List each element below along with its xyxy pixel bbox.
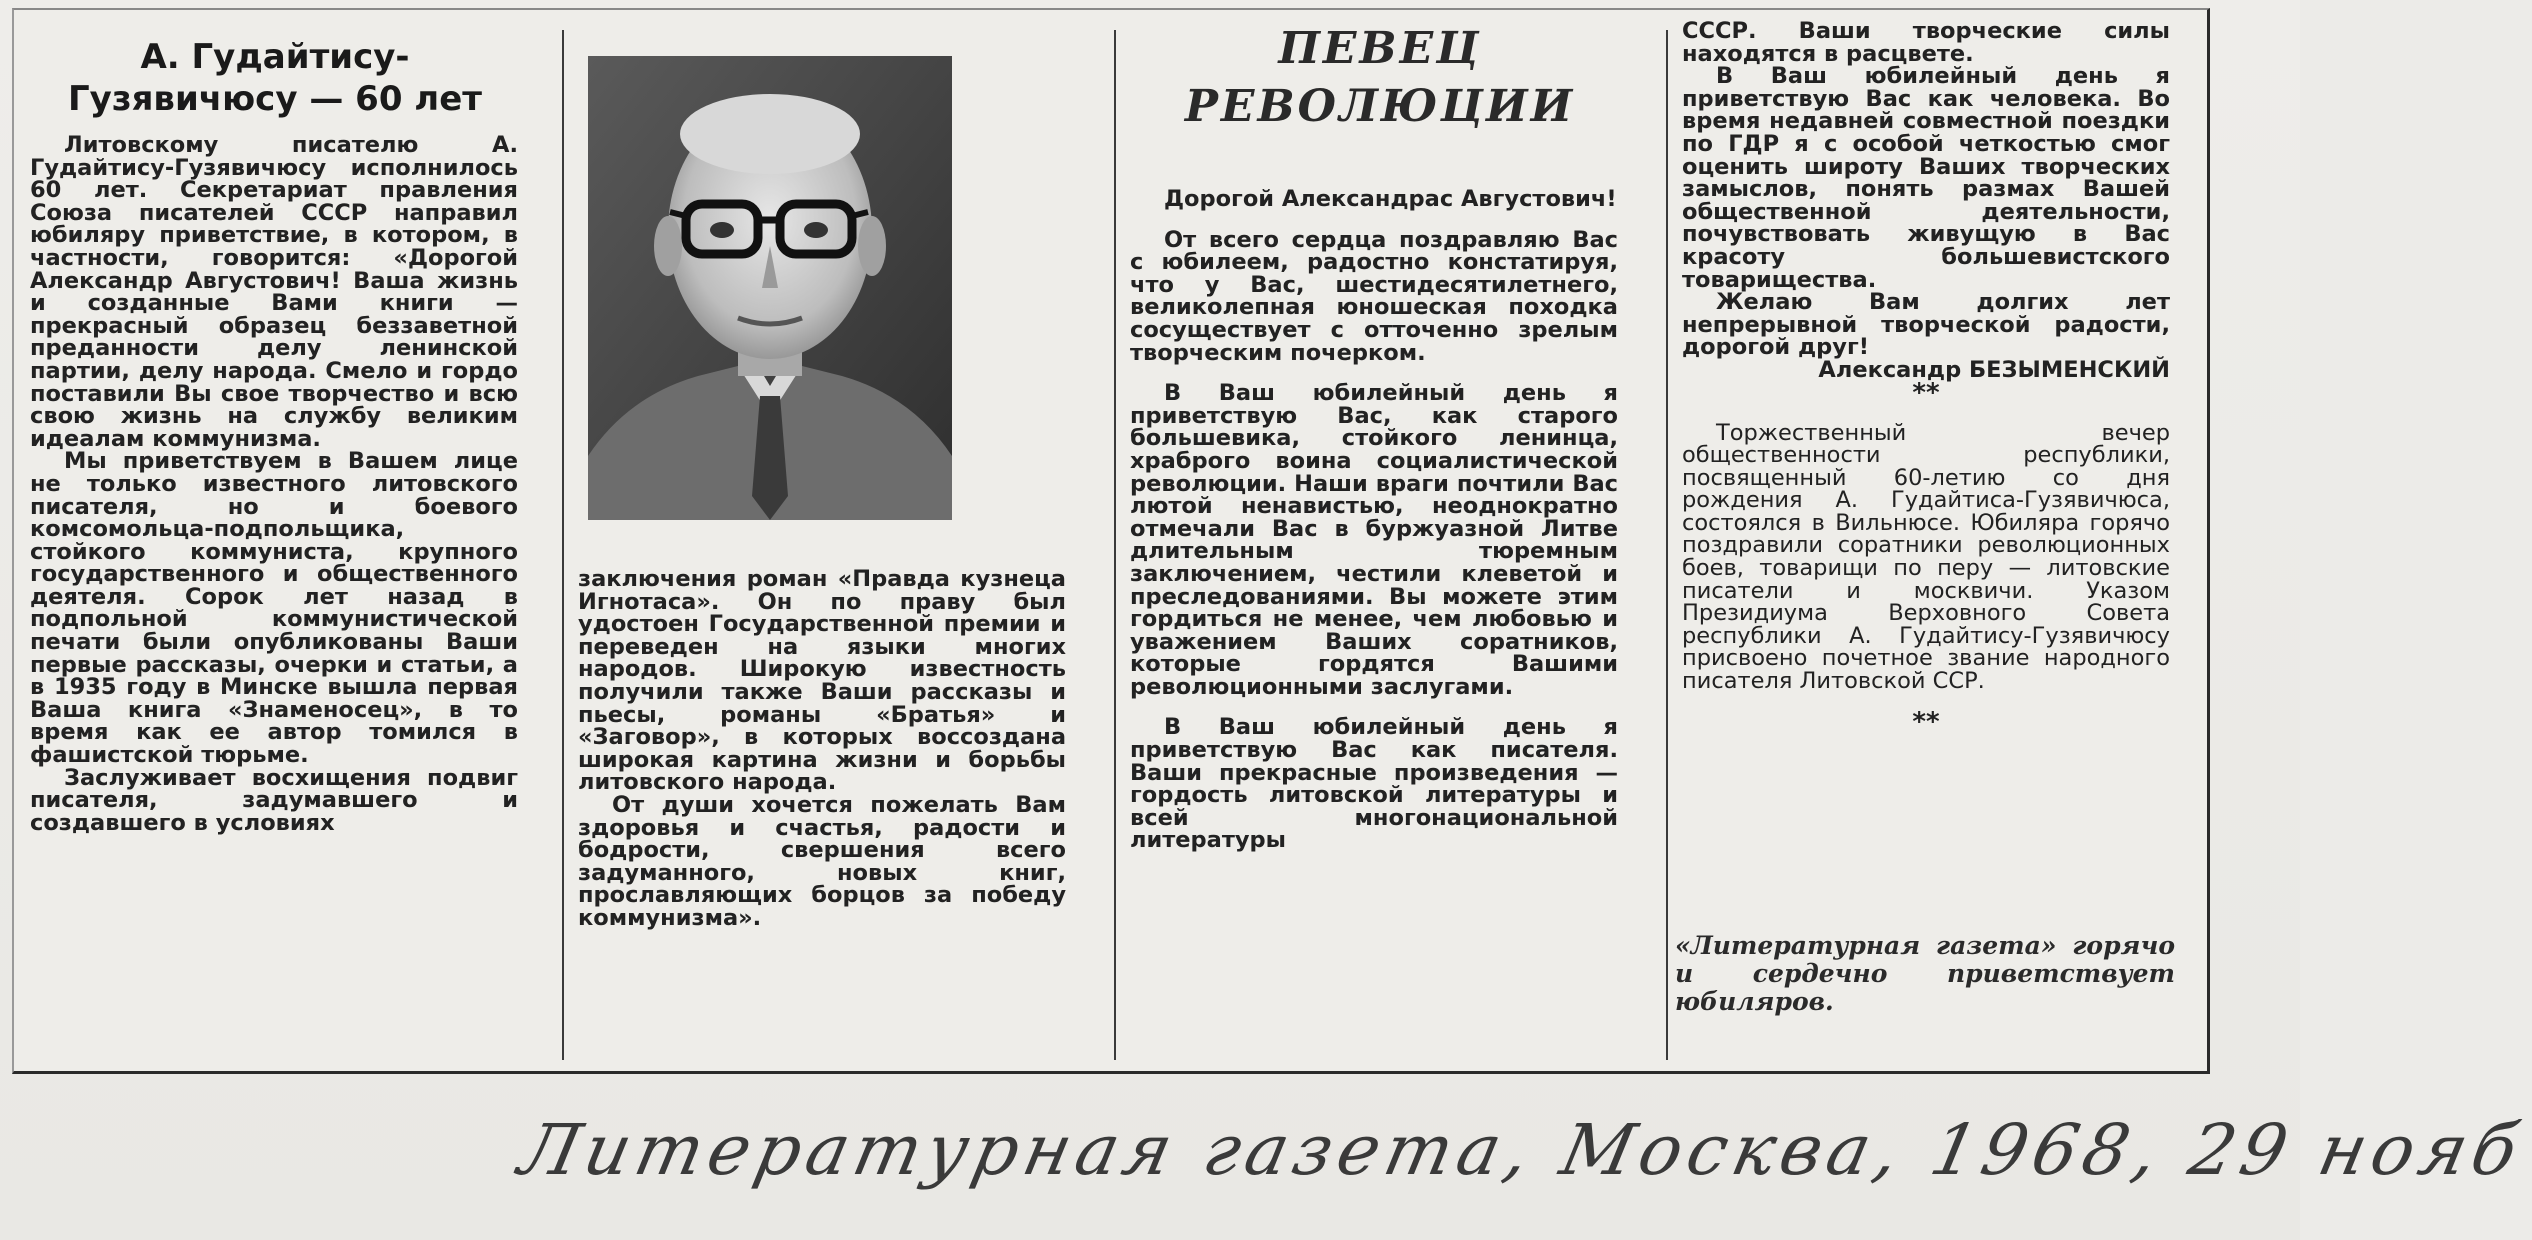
article1-title-line2: Гузявичюсу — 60 лет: [68, 79, 482, 119]
article2-title-line2: РЕВОЛЮЦИИ: [1184, 81, 1576, 132]
article2-paragraph: СССР. Ваши творческие силы находятся в расцвете.: [1682, 18, 2170, 67]
article2-salutation: Дорогой Александрас Августович!: [1164, 186, 1617, 212]
article1-headline: [40, 36, 510, 120]
article2-column: [1130, 188, 1618, 852]
separator-stars: **: [1912, 377, 1940, 408]
article2-paragraph: Желаю Вам долгих лет непрерывной творческой радости, дорогой друг!: [1682, 289, 2170, 361]
article3-paragraph: Торжественный вечер общественности республики, посвященный 60-летию со дня рождения А. Гудайтиса-Гузявичюса, состоялся в Вильнюсе. Юбиляра горячо поздравили соратники революционных боев, товарищи по перу — литовские писатели и москвичи. Указом Президиума Верховного Совета республики А. Гудайтису-Гузявичюсу присвоено почетное звание народного писателя Литовской ССР.: [1682, 419, 2170, 695]
closing-greeting: «Литературная газета» горячо и сердечно приветствует юбиляров.: [1675, 931, 2175, 1016]
author-portrait-photo: [588, 56, 952, 520]
article2-paragraph: От всего сердца поздравляю Вас с юбилеем, радостно констатируя, что у Вас, шестидесятилетнего, великолепная юношеская походка сосуществует с отточенно зрелым творческим почерком.: [1130, 226, 1618, 366]
separator-stars: **: [1912, 706, 1940, 737]
article2-paragraph: В Ваш юбилейный день я приветствую Вас как писателя. Ваши прекрасные произведения — гордость литовской литературы и всей многонациональной литературы: [1130, 714, 1618, 854]
column-divider: [1114, 30, 1116, 1060]
article2-headline: [1120, 20, 1640, 136]
column-divider: [1666, 30, 1668, 1060]
article2-paragraph: В Ваш юбилейный день я приветствую Вас, как старого большевика, стойкого ленинца, храброго воина социалистической революции. Наши враги почтили Вас лютой ненавистью, неоднократно отмечали Вас в буржуазной Литве длительным тюремным заключением, честили клеветой и преследованиями. Вы можете этим гордиться не менее, чем любовью и уважением Ваших соратников, которые гордятся Вашими революционными заслугами.: [1130, 380, 1618, 700]
article1-paragraph: Заслуживает восхищения подвиг писателя, задумавшего и создавшего в условиях: [30, 764, 518, 836]
article1-column: [30, 134, 518, 834]
article1-paragraph: Литовскому писателю А. Гудайтису-Гузявичюсу исполнилось 60 лет. Секретариат правления Союза писателей СССР направил юбиляру приветствие, в котором, в частности, говорится: «Дорогой Александр Августович! Ваша жизнь и созданные Вами книги — прекрасный образец беззаветной преданности делу ленинской партии, делу народа. Смело и гордо поставили Вы свое творчество и всю свою жизнь на службу великим идеалам коммунизма.: [30, 132, 518, 452]
article1-continuation-column: [578, 568, 1066, 930]
article1-paragraph: заключения роман «Правда кузнеца Игнотаса». Он по праву был удостоен Государственной премии и переведен на языки многих народов. Широкую известность получили также Ваши рассказы и пьесы, романы «Братья» и «Заговор», в которых воссоздана широкая картина жизни и борьбы литовского народа.: [578, 566, 1066, 796]
article1-paragraph: От души хочется пожелать Вам здоровья и счастья, радости и бодрости, свершения всего задуманного, новых книг, прославляющих борцов за победу коммунизма».: [578, 791, 1066, 931]
article2-paragraph: В Ваш юбилейный день я приветствую Вас как человека. Во время недавней совместной поездки по ГДР я с особой четкостью смог оценить широту Ваших творческих замыслов, понять размах Вашей общественной деятельности, почувствовать живущую в Вас красоту большевистского товарищества.: [1682, 63, 2170, 293]
column-divider: [562, 30, 564, 1060]
article2-continuation-column: [1682, 18, 2170, 737]
article1-paragraph: Мы приветствуем в Вашем лице не только известного литовского писателя, но и боевого комсомольца-подпольщика, стойкого коммуниста, крупного государственного и общественного деятеля. Сорок лет назад в подпольной коммунистической печати были опубликованы Ваши первые рассказы, очерки и статьи, а в 1935 году в Минске вышла первая Ваша книга «Знаменосец», в то время как ее автор томился в фашистской тюрьме.: [30, 448, 518, 769]
article1-title-line1: А. Гудайтису-: [140, 37, 410, 77]
article2-title-line1: ПЕВЕЦ: [1278, 23, 1482, 74]
article2-signature: Александр БЕЗЫМЕНСКИЙ: [1818, 356, 2170, 383]
handwritten-source-note: Литературная газета, Москва, 1968, 29 нояб: [512, 1109, 2531, 1191]
